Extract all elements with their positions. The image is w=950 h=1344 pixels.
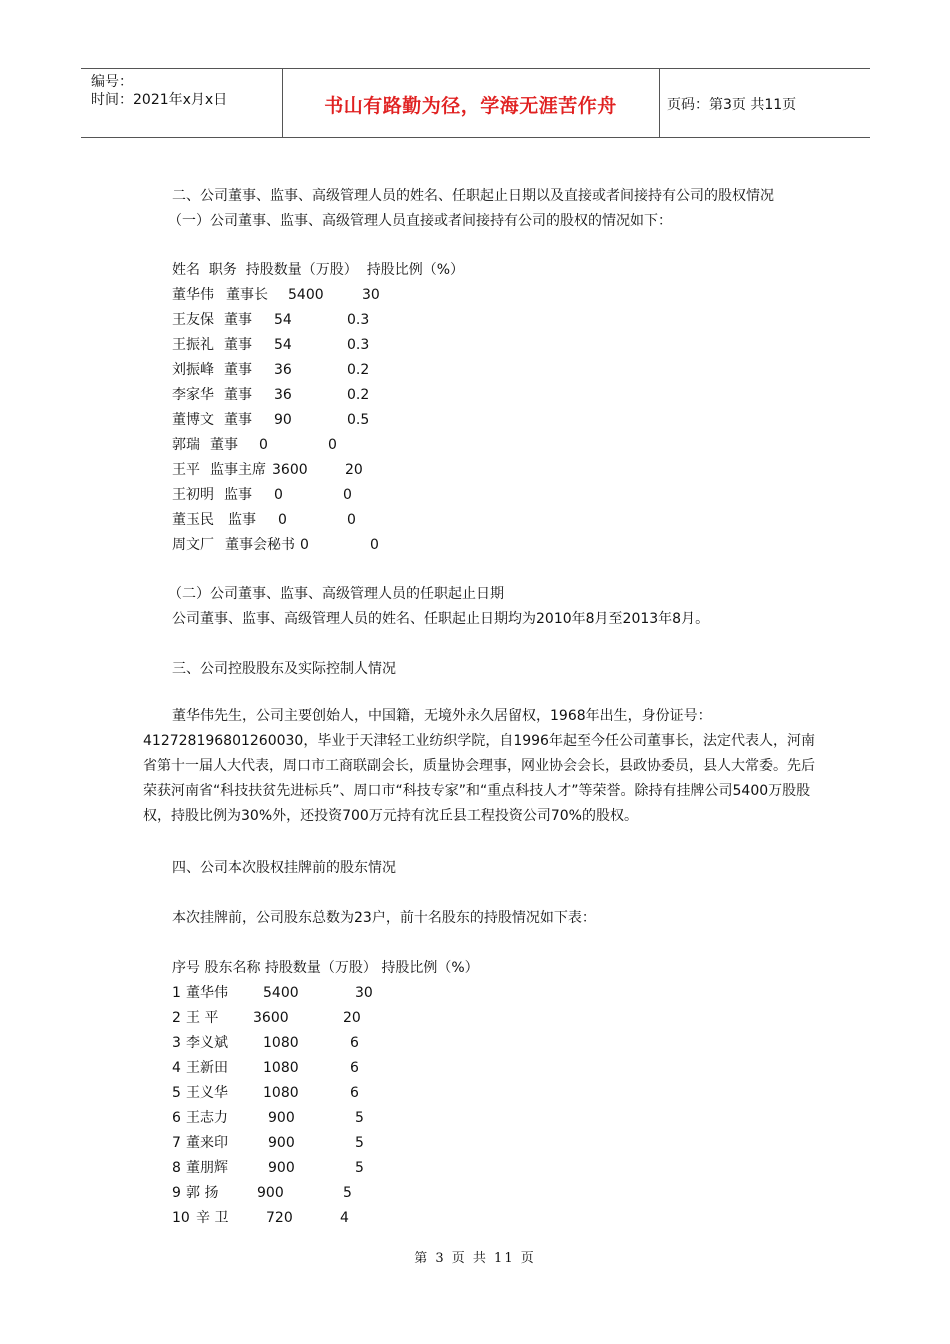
shareholder-no: 1 [172,985,181,1001]
header-right-cell [659,69,870,137]
officer-shares: 5400 [288,287,324,303]
shareholder-shares: 5400 [263,985,299,1001]
shareholder-table-header: 序号 股东名称 持股数量（万股） 持股比例（%） [172,960,479,976]
officer-name: 董博文 [172,412,214,428]
officer-name: 李家华 [172,387,214,403]
shareholder-name: 董来印 [186,1135,228,1151]
officer-role: 董事 [224,412,252,428]
shareholder-ratio: 5 [355,1135,364,1151]
shareholder-shares: 720 [266,1210,293,1226]
officer-role: 董事 [224,312,252,328]
officer-shares: 0 [274,487,283,503]
section4-intro: 本次挂牌前，公司股东总数为23户，前十名股东的持股情况如下表： [172,910,596,926]
officer-ratio: 30 [362,287,380,303]
section2-title: 二、公司董事、监事、高级管理人员的姓名、任职起止日期以及直接或者间接持有公司的股权情况 [172,188,774,204]
header-middle-cell [282,69,660,137]
shareholder-name: 辛 卫 [196,1210,229,1226]
header-left-cell [81,69,283,137]
number-label: 编号： [91,74,133,90]
section4-title: 四、公司本次股权挂牌前的股东情况 [172,860,396,876]
date-label: 时间：2021年x月x日 [91,92,228,108]
officer-shares: 54 [274,312,292,328]
officer-ratio: 0.2 [347,387,370,403]
shareholder-name: 王义华 [186,1085,228,1101]
shareholder-shares: 1080 [263,1060,299,1076]
shareholder-name: 王新田 [186,1060,228,1076]
page-header [81,68,870,138]
officer-table-header: 姓名 职务 持股数量（万股） 持股比例（%） [172,262,465,278]
officer-name: 王振礼 [172,337,214,353]
shareholder-shares: 3600 [253,1010,289,1026]
officer-role: 董事长 [226,287,268,303]
shareholder-ratio: 5 [343,1185,352,1201]
officer-role: 董事 [224,387,252,403]
officer-ratio: 0 [347,512,356,528]
shareholder-name: 董华伟 [186,985,228,1001]
officer-shares: 36 [274,362,292,378]
section2-sub2: （二）公司董事、监事、高级管理人员的任职起止日期 [168,586,504,602]
officer-ratio: 0 [343,487,352,503]
shareholder-no: 10 [172,1210,190,1226]
shareholder-shares: 1080 [263,1085,299,1101]
officer-role: 董事 [224,362,252,378]
officer-name: 王友保 [172,312,214,328]
page-label: 页码：第3页 共11页 [667,97,797,113]
officer-ratio: 0.2 [347,362,370,378]
shareholder-ratio: 20 [343,1010,361,1026]
officer-shares: 0 [300,537,309,553]
shareholder-shares: 1080 [263,1035,299,1051]
shareholder-name: 董朋辉 [186,1160,228,1176]
officer-role: 监事 [228,512,256,528]
officer-name: 董华伟 [172,287,214,303]
shareholder-shares: 900 [268,1135,295,1151]
officer-shares: 0 [278,512,287,528]
shareholder-ratio: 5 [355,1160,364,1176]
shareholder-ratio: 6 [350,1035,359,1051]
shareholder-no: 5 [172,1085,181,1101]
section3-title: 三、公司控股股东及实际控制人情况 [172,661,396,677]
officer-ratio: 0.3 [347,337,370,353]
shareholder-ratio: 5 [355,1110,364,1126]
slogan: 书山有路勤为径，学海无涯苦作舟 [324,95,617,117]
officer-name: 王初明 [172,487,214,503]
officer-name: 刘振峰 [172,362,214,378]
shareholder-no: 4 [172,1060,181,1076]
shareholder-name: 王 平 [186,1010,219,1026]
shareholder-no: 6 [172,1110,181,1126]
officer-ratio: 0.3 [347,312,370,328]
officer-name: 董玉民 [172,512,214,528]
section2-sub1: （一）公司董事、监事、高级管理人员直接或者间接持有公司的股权的情况如下： [168,213,672,229]
shareholder-no: 2 [172,1010,181,1026]
officer-role: 董事 [210,437,238,453]
officer-ratio: 0 [370,537,379,553]
officer-role: 监事 [224,487,252,503]
shareholder-no: 3 [172,1035,181,1051]
shareholder-ratio: 6 [350,1085,359,1101]
shareholder-shares: 900 [268,1160,295,1176]
shareholder-shares: 900 [257,1185,284,1201]
officer-shares: 36 [274,387,292,403]
shareholder-no: 7 [172,1135,181,1151]
shareholder-no: 8 [172,1160,181,1176]
officer-role: 董事 [224,337,252,353]
officer-name: 周文厂 [172,537,214,553]
officer-shares: 90 [274,412,292,428]
officer-ratio: 0.5 [347,412,370,428]
shareholder-name: 郭 扬 [186,1185,219,1201]
shareholder-name: 李义斌 [186,1035,228,1051]
shareholder-ratio: 30 [355,985,373,1001]
shareholder-ratio: 6 [350,1060,359,1076]
officer-name: 郭瑞 [172,437,200,453]
shareholder-shares: 900 [268,1110,295,1126]
officer-shares: 3600 [272,462,308,478]
officer-shares: 54 [274,337,292,353]
page-footer: 第 3 页 共 11 页 [414,1251,536,1266]
officer-role: 监事主席 [210,462,266,478]
shareholder-ratio: 4 [340,1210,349,1226]
officer-ratio: 20 [345,462,363,478]
tenure-text: 公司董事、监事、高级管理人员的姓名、任职起止日期均为2010年8月至2013年8月。 [172,611,710,627]
officer-shares: 0 [259,437,268,453]
officer-role: 董事会秘书 [225,537,295,553]
section3-body: 董华伟先生，公司主要创始人，中国籍，无境外永久居留权，1968年出生，身份证号：412728196801260030，毕业于天津轻工业纺织学院，自1996年起至今任公司董事长，法定代表人，河南省第十一届人大代表，周口市工商联副会长，质量协会理事，网业协会会长，县政协委员，县人大常委。先后荣获河南省“科技扶贫先进标兵”、周口市“科技专家”和“重点科技人才”等荣誉。除持有挂牌公司5400万股股权，持股比例为30%外，还投资700万元持有沈丘县工程投资公司70%的股权。 [143,708,815,824]
officer-name: 王平 [172,462,200,478]
officer-ratio: 0 [328,437,337,453]
shareholder-name: 王志力 [186,1110,228,1126]
shareholder-no: 9 [172,1185,181,1201]
